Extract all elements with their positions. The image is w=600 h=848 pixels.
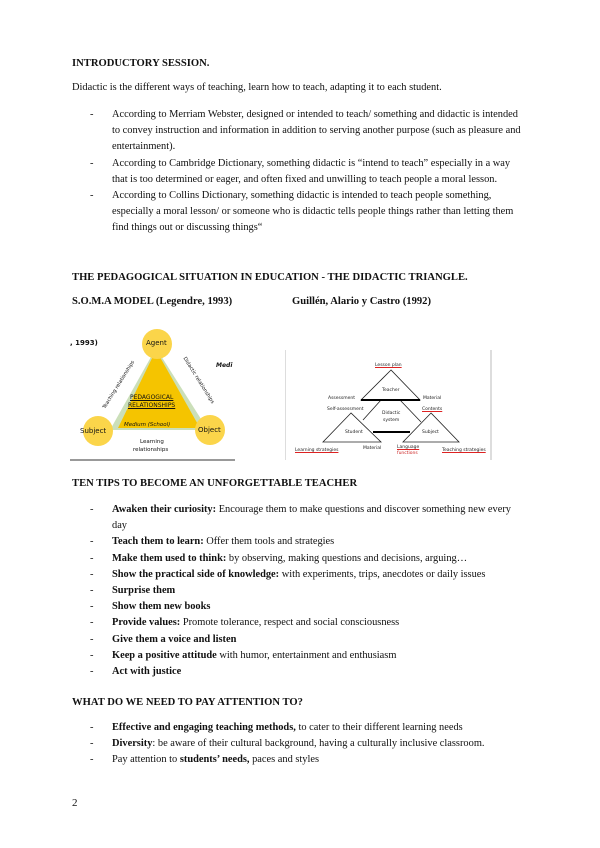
intro-text: Didactic is the different ways of teaching, learn how to teach, adapting it to each student. — [72, 82, 442, 93]
tips-list — [90, 502, 522, 680]
soma-title: S.O.M.A MODEL (Legendre, 1993) — [72, 296, 233, 307]
section-heading: TEN TIPS TO BECOME AN UNFORGETTABLE TEACHER — [72, 478, 358, 489]
list-item: - Show the practical side of knowledge: with experiments, trips, anecdotes or daily issues — [90, 567, 522, 583]
list-item: - Provide values: Promote tolerance, respect and social consciousness — [90, 615, 522, 631]
list-item: - According to Cambridge Dictionary, something didactic is “intend to teach” especially in a way that is too determined or eager, and often fixed and unwilling to teach people a moral lesson. — [90, 156, 522, 188]
list-item: - Pay attention to students’ needs, paces and styles — [90, 752, 530, 768]
guillen-diagram: Lesson plan Teacher Assessment Material Self-assessment Didactic system Contents Student Subject Learning strategies Material Language functions Teaching strategies — [295, 363, 486, 456]
soma-diagram: , 1993) Agent Subject Object PEDAGOGICAL RELATIONSHIPS Medium (School) Teaching relationships Didactic relationships Learning relationships Medi — [60, 320, 260, 465]
list-item: - According to Merriam Webster, designed or intended to teach/ something and didactic is intended to convey instruction and information in addition to serving another purpose (such as pleasure and entertainment). — [90, 107, 522, 156]
section-heading: WHAT DO WE NEED TO PAY ATTENTION TO? — [72, 697, 303, 708]
list-item: - Keep a positive attitude with humor, entertainment and enthusiasm — [90, 648, 522, 664]
list-item: - Make them used to think: by observing, making questions and decisions, arguing… — [90, 551, 522, 567]
list-item: - Teach them to learn: Offer them tools and strategies — [90, 534, 522, 550]
guillen-title: Guillén, Alario y Castro (1992) — [292, 296, 431, 307]
list-item: - Effective and engaging teaching methods, to cater to their different learning needs — [90, 720, 530, 736]
list-item: - Surprise them — [90, 583, 522, 599]
list-item: - Act with justice — [90, 664, 522, 680]
definitions-list — [90, 107, 522, 237]
list-item: - Give them a voice and listen — [90, 632, 522, 648]
list-item: - Diversity: be aware of their cultural background, having a culturally inclusive classroom. — [90, 736, 530, 752]
title: INTRODUCTORY SESSION. — [72, 58, 210, 69]
list-item: - Awaken their curiosity: Encourage them to make questions and discover something new every day — [90, 502, 522, 534]
page-number: 2 — [72, 797, 78, 809]
list-item: - Show them new books — [90, 599, 522, 615]
attention-list — [90, 720, 530, 769]
section-heading: THE PEDAGOGICAL SITUATION IN EDUCATION - THE DIDACTIC TRIANGLE. — [72, 272, 468, 283]
list-item: - According to Collins Dictionary, something didactic is intended to teach people something, especially a moral lesson/ or someone who is didactic tells people things rather than letting them find things out or discussing things“ — [90, 188, 522, 237]
